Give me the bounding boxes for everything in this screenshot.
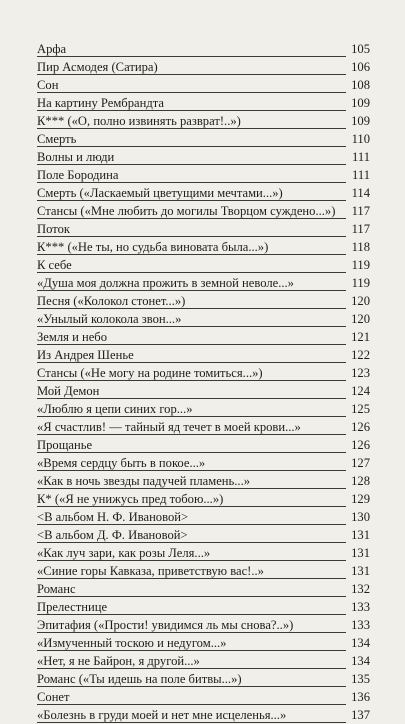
toc-entry-title: Романс xyxy=(37,582,76,596)
toc-entry xyxy=(37,670,370,688)
toc-entry-page-number: 117 xyxy=(351,222,370,236)
toc-entry-underline xyxy=(37,596,346,597)
toc-entry-title: «Я счастлив! — тайный яд течет в моей крови...» xyxy=(37,420,301,434)
toc-entry-title: К* («Я не унижусь пред тобою...») xyxy=(37,492,224,506)
toc-entry-underline xyxy=(37,506,346,507)
toc-entry xyxy=(37,562,370,580)
toc-entry-underline xyxy=(37,272,346,273)
toc-entry xyxy=(37,472,370,490)
toc-entry xyxy=(37,652,370,670)
toc-entry-underline xyxy=(37,470,346,471)
toc-entry-underline xyxy=(37,146,346,147)
toc-entry-title: Стансы («Мне любить до могилы Творцом суждено...») xyxy=(37,204,336,218)
toc-entry xyxy=(37,688,370,706)
toc-entry xyxy=(37,508,370,526)
toc-entry-underline xyxy=(37,128,346,129)
toc-entry-title: Поле Бородина xyxy=(37,168,119,182)
toc-entry xyxy=(37,112,370,130)
toc-entry-page-number: 133 xyxy=(351,618,370,632)
toc-entry-page-number: 119 xyxy=(351,258,370,272)
toc-entry-page-number: 118 xyxy=(351,240,370,254)
toc-entry-page-number: 131 xyxy=(351,564,370,578)
toc-entry-title: Смерть xyxy=(37,132,77,146)
toc-entry-underline xyxy=(37,56,346,57)
toc-entry-underline xyxy=(37,722,346,723)
toc-entry xyxy=(37,202,370,220)
toc-entry xyxy=(37,454,370,472)
toc-entry xyxy=(37,634,370,652)
toc-entry-page-number: 119 xyxy=(351,276,370,290)
toc-entry xyxy=(37,490,370,508)
toc-entry-underline xyxy=(37,542,346,543)
toc-entry-underline xyxy=(37,668,346,669)
toc-entry-page-number: 133 xyxy=(351,600,370,614)
toc-entry xyxy=(37,310,370,328)
toc-entry-page-number: 131 xyxy=(351,528,370,542)
toc-entry xyxy=(37,328,370,346)
table-of-contents xyxy=(37,40,370,724)
toc-entry-underline xyxy=(37,326,346,327)
toc-entry-underline xyxy=(37,380,346,381)
toc-entry-page-number: 109 xyxy=(351,114,370,128)
toc-entry-underline xyxy=(37,92,346,93)
toc-entry-title: «Люблю я цепи синих гор...» xyxy=(37,402,193,416)
toc-entry-page-number: 124 xyxy=(351,384,370,398)
toc-entry-title: Эпитафия («Прости! увидимся ль мы снова?..») xyxy=(37,618,294,632)
toc-entry-underline xyxy=(37,200,346,201)
toc-entry-page-number: 120 xyxy=(351,294,370,308)
toc-entry-page-number: 125 xyxy=(351,402,370,416)
toc-entry-title: <В альбом Н. Ф. Ивановой> xyxy=(37,510,189,524)
toc-entry-title: Смерть («Ласкаемый цветущими мечтами...») xyxy=(37,186,283,200)
toc-entry-title: Поток xyxy=(37,222,70,236)
toc-entry-page-number: 130 xyxy=(351,510,370,524)
toc-entry-title: Волны и люди xyxy=(37,150,115,164)
toc-entry-underline xyxy=(37,632,346,633)
toc-entry-title: На картину Рембрандта xyxy=(37,96,164,110)
toc-entry-underline xyxy=(37,308,346,309)
toc-entry xyxy=(37,256,370,274)
toc-entry-underline xyxy=(37,290,346,291)
toc-entry xyxy=(37,400,370,418)
toc-entry-page-number: 127 xyxy=(351,456,370,470)
toc-entry xyxy=(37,130,370,148)
toc-entry-underline xyxy=(37,344,346,345)
toc-entry-underline xyxy=(37,236,346,237)
toc-entry-title: «Болезнь в груди моей и нет мне исцеленья...» xyxy=(37,708,287,722)
toc-entry-page-number: 106 xyxy=(351,60,370,74)
toc-entry-title: Прелестнице xyxy=(37,600,108,614)
toc-entry-underline xyxy=(37,650,346,651)
toc-entry-title: «Измученный тоскою и недугом...» xyxy=(37,636,227,650)
toc-entry xyxy=(37,58,370,76)
toc-entry xyxy=(37,94,370,112)
toc-entry-underline xyxy=(37,164,346,165)
toc-entry xyxy=(37,40,370,58)
toc-entry-title: К себе xyxy=(37,258,72,272)
toc-entry-title: Романс («Ты идешь на поле битвы...») xyxy=(37,672,242,686)
toc-entry-page-number: 134 xyxy=(351,654,370,668)
toc-entry-page-number: 117 xyxy=(351,204,370,218)
toc-entry-title: «Синие горы Кавказа, приветствую вас!..» xyxy=(37,564,264,578)
toc-entry-page-number: 128 xyxy=(351,474,370,488)
toc-entry-title: Стансы («Не могу на родине томиться...») xyxy=(37,366,263,380)
toc-entry-underline xyxy=(37,218,346,219)
toc-entry-underline xyxy=(37,704,346,705)
toc-entry-title: Прощанье xyxy=(37,438,93,452)
toc-entry-title: Арфа xyxy=(37,42,67,56)
toc-entry-underline xyxy=(37,524,346,525)
toc-entry-page-number: 123 xyxy=(351,366,370,380)
toc-entry xyxy=(37,382,370,400)
toc-entry-page-number: 122 xyxy=(351,348,370,362)
toc-entry xyxy=(37,166,370,184)
toc-entry xyxy=(37,598,370,616)
toc-entry-title: Мой Демон xyxy=(37,384,100,398)
toc-entry-title: «Как в ночь звезды падучей пламень...» xyxy=(37,474,251,488)
toc-entry xyxy=(37,220,370,238)
toc-entry-underline xyxy=(37,182,346,183)
toc-entry xyxy=(37,418,370,436)
toc-entry xyxy=(37,238,370,256)
toc-entry-page-number: 114 xyxy=(351,186,370,200)
toc-entry xyxy=(37,274,370,292)
toc-entry-page-number: 135 xyxy=(351,672,370,686)
toc-entry-title: «Как луч зари, как розы Леля...» xyxy=(37,546,211,560)
toc-entry xyxy=(37,616,370,634)
toc-entry-underline xyxy=(37,686,346,687)
toc-entry-underline xyxy=(37,452,346,453)
toc-entry-underline xyxy=(37,560,346,561)
toc-entry-title: Земля и небо xyxy=(37,330,108,344)
toc-entry-title: Из Андрея Шенье xyxy=(37,348,134,362)
toc-entry-title: К*** («О, полно извинять разврат!..») xyxy=(37,114,241,128)
toc-entry-title: «Унылый колокола звон...» xyxy=(37,312,182,326)
toc-entry-page-number: 120 xyxy=(351,312,370,326)
toc-entry-page-number: 129 xyxy=(351,492,370,506)
toc-entry-underline xyxy=(37,74,346,75)
toc-entry xyxy=(37,364,370,382)
toc-entry-title: «Нет, я не Байрон, я другой...» xyxy=(37,654,200,668)
toc-entry xyxy=(37,706,370,724)
toc-entry xyxy=(37,544,370,562)
toc-entry-page-number: 137 xyxy=(351,708,370,722)
toc-entry xyxy=(37,292,370,310)
toc-entry xyxy=(37,436,370,454)
toc-entry xyxy=(37,76,370,94)
toc-entry xyxy=(37,184,370,202)
toc-entry xyxy=(37,580,370,598)
toc-entry-page-number: 134 xyxy=(351,636,370,650)
toc-entry-underline xyxy=(37,254,346,255)
toc-entry-page-number: 131 xyxy=(351,546,370,560)
toc-entry xyxy=(37,148,370,166)
toc-entry-title: Сонет xyxy=(37,690,70,704)
toc-entry-underline xyxy=(37,110,346,111)
toc-entry-underline xyxy=(37,416,346,417)
toc-entry-page-number: 111 xyxy=(352,150,370,164)
toc-entry-page-number: 132 xyxy=(351,582,370,596)
toc-entry-title: «Время сердцу быть в покое...» xyxy=(37,456,206,470)
toc-entry-page-number: 126 xyxy=(351,438,370,452)
toc-entry-page-number: 121 xyxy=(351,330,370,344)
toc-entry-underline xyxy=(37,488,346,489)
toc-entry-title: К*** («Не ты, но судьба виновата была...») xyxy=(37,240,269,254)
toc-entry-page-number: 105 xyxy=(351,42,370,56)
toc-entry-title: <В альбом Д. Ф. Ивановой> xyxy=(37,528,188,542)
toc-entry xyxy=(37,526,370,544)
toc-entry-underline xyxy=(37,362,346,363)
toc-entry-page-number: 108 xyxy=(351,78,370,92)
toc-entry-underline xyxy=(37,578,346,579)
toc-entry xyxy=(37,346,370,364)
toc-entry-underline xyxy=(37,434,346,435)
toc-entry-underline xyxy=(37,614,346,615)
toc-entry-page-number: 109 xyxy=(351,96,370,110)
toc-entry-title: Сон xyxy=(37,78,59,92)
toc-entry-page-number: 136 xyxy=(351,690,370,704)
toc-entry-page-number: 126 xyxy=(351,420,370,434)
toc-entry-title: Песня («Колокол стонет...») xyxy=(37,294,186,308)
toc-entry-underline xyxy=(37,398,346,399)
toc-entry-title: «Душа моя должна прожить в земной неволе...» xyxy=(37,276,294,290)
toc-entry-page-number: 110 xyxy=(351,132,370,146)
toc-entry-title: Пир Асмодея (Сатира) xyxy=(37,60,158,74)
toc-entry-page-number: 111 xyxy=(352,168,370,182)
